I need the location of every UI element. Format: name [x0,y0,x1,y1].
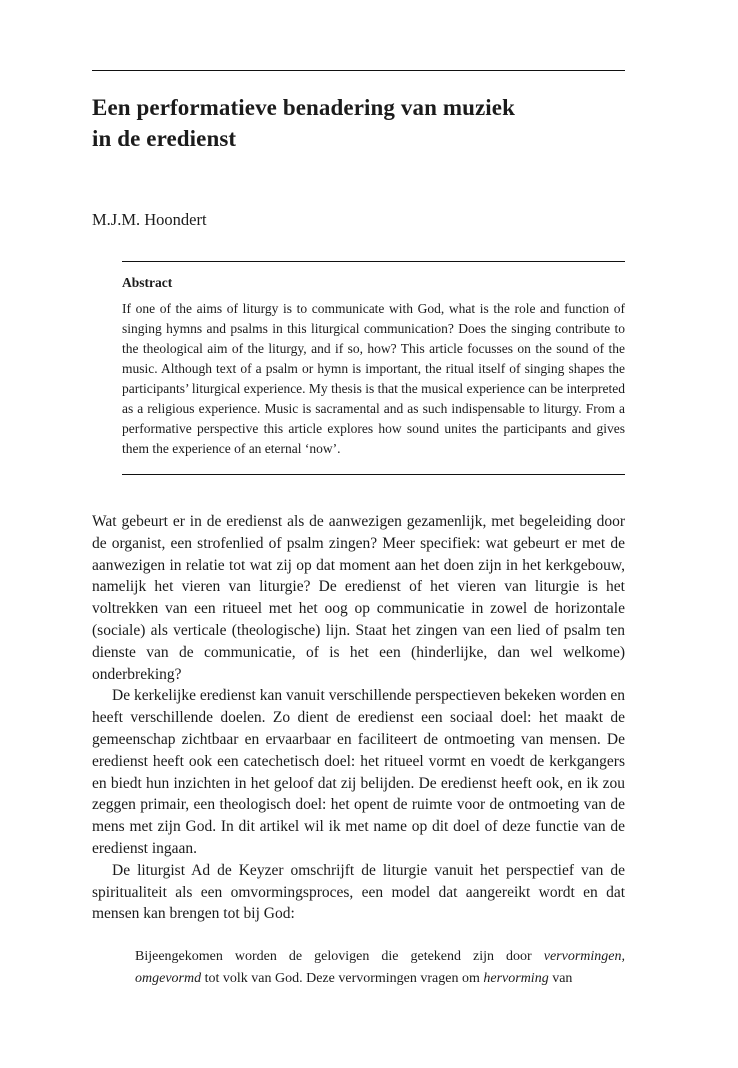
paragraph-1: Wat gebeurt er in de eredienst als de aanwezigen gezamenlijk, met begeleiding door de organist, een strofenlied of psalm zingen? Meer specifiek: wat gebeurt er met de aanwezigen in relatie tot wat zij op dat moment aan het doen zijn in het kerkgebouw, namelijk het vieren van liturgie? De eredienst of het vieren van liturgie is het voltrekken van een ritueel met het oog op communicatie in zowel de horizontale (sociale) als verticale (theologische) lijn. Staat het zingen van een lied of psalm ten dienste van de communicatie, of is het een (hinderlijke, dan wel welkome) onderbreking? [92,513,625,683]
article-page [92,0,625,989]
abstract-text: If one of the aims of liturgy is to communicate with God, what is the role and function of singing hymns and psalms in this liturgical communication? Does the singing contribute to the theological aim of the liturgy, and if so, how? This article focusses on the sound of the music. Although text of a psalm or hymn is important, the ritual itself of singing shapes the participants’ liturgical experience. My thesis is that the musical experience can be interpreted as a religious experience. Music is sacramental and as such indispensable to liturgy. From a performative perspective this article explores how sound unites the participants and gives them the experience of an eternal ‘now’. [122,301,625,456]
title-line-1: Een performatieve benadering van muziek [92,95,515,120]
quote-italic-segment: hervorming [483,970,549,986]
quote-segment: tot volk van God. Deze vervormingen vragen om [201,970,484,986]
abstract-heading: Abstract [122,275,173,290]
article-body [92,511,625,989]
quote-segment: Bijeengekomen worden de gelovigen die getekend zijn door [135,949,544,965]
title-line-2: in de eredienst [92,126,237,151]
abstract-section [122,261,625,475]
article-title [92,92,625,154]
header-rule [92,70,625,71]
paragraph-2: De kerkelijke eredienst kan vanuit verschillende perspectieven bekeken worden en heeft verschillende doelen. Zo dient de eredienst een sociaal doel: het maakt de gemeenschap zichtbaar en ervaarbaar en faciliteert de ontmoeting van mensen. De eredienst heeft ook een catechetisch doel: het ritueel vormt en voedt de kerkgangers en biedt hun inzichten in het geloof dat zij belijden. De eredienst heeft ook, en ik zou zeggen primair, een theologisch doel: het opent de ruimte voor de ontmoeting van de mens met zijn God. In dit artikel wil ik met name op dit doel of deze functie van de eredienst ingaan. [92,687,625,857]
quote-segment: van [548,970,573,986]
block-quote [135,946,625,989]
quote-italic-segment: vervormingen, omgevormd [135,949,625,986]
author-name: M.J.M. Hoondert [92,210,207,229]
paragraph-3: De liturgist Ad de Keyzer omschrijft de liturgie vanuit het perspectief van de spiritualiteit als een omvormingsproces, een model dat aangereikt wordt en dat mensen kan brengen tot bij God: [92,861,625,923]
